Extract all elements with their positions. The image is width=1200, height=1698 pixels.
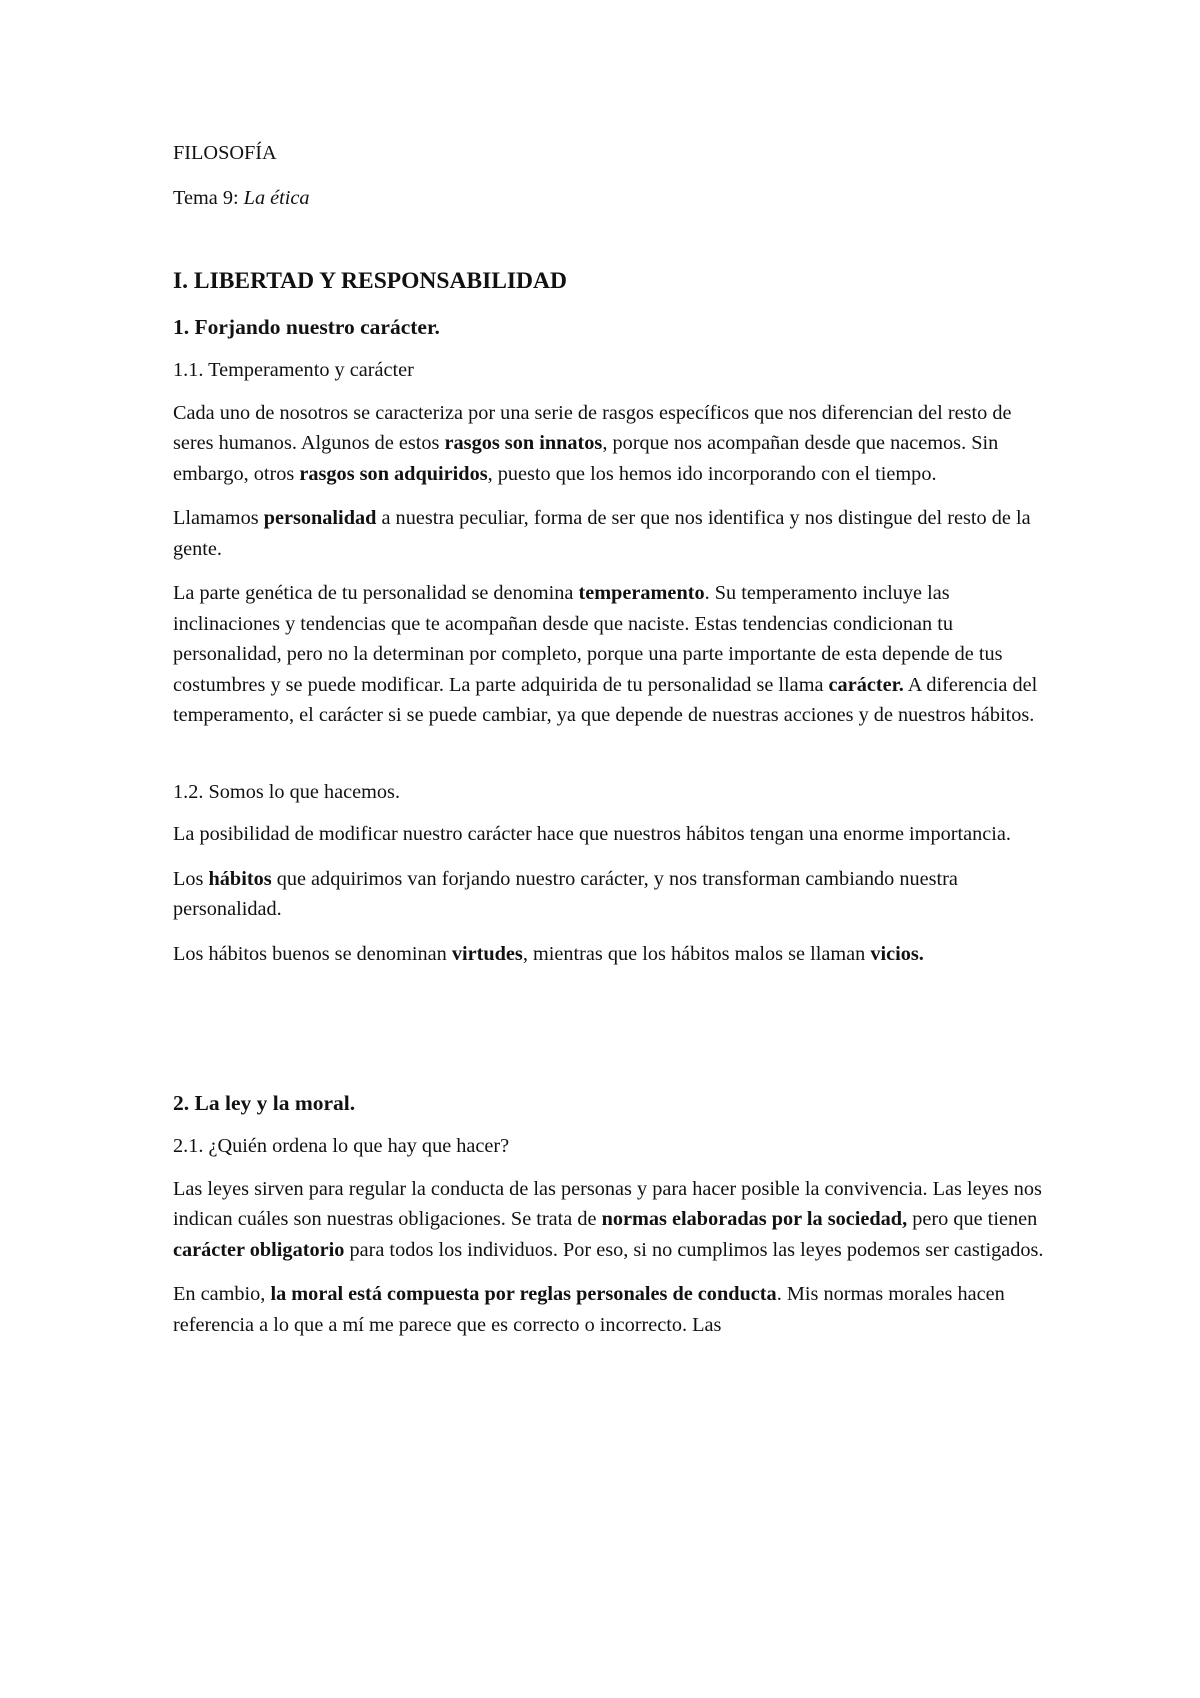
paragraph-rasgos — [173, 398, 1053, 490]
heading-forjando: 1. Forjando nuestro carácter. — [173, 315, 440, 339]
text-run: . Mis normas morales hacen referencia a lo que a mí me parece que es correcto o incorrecto. Las — [173, 1283, 1005, 1336]
text-run: que adquirimos van forjando nuestro carácter, y nos transforman cambiando nuestra personalidad. — [173, 867, 958, 920]
bold-run: normas elaboradas por la sociedad, — [601, 1208, 908, 1230]
subheading-somos: 1.2. Somos lo que hacemos. — [173, 780, 401, 803]
text-run: a nuestra peculiar, forma de ser que nos identifica y nos distingue del resto de la gente. — [173, 507, 1031, 560]
bold-run: personalidad — [263, 507, 377, 529]
topic-title: La ética — [243, 186, 310, 209]
text-run: Las leyes sirven para regular la conducta de las personas y para hacer posible la convivencia. Las leyes nos indican cuáles son nuestras obligaciones. Se trata de — [173, 1177, 1042, 1230]
bold-run: vicios. — [870, 942, 924, 965]
paragraph-habitos — [173, 864, 1053, 925]
paragraph-virtudes — [173, 939, 1053, 970]
topic-prefix: Tema 9: — [173, 186, 244, 209]
paragraph-temperamento — [173, 578, 1053, 731]
subheading-temperamento: 1.1. Temperamento y carácter — [173, 359, 414, 381]
bold-run: virtudes — [451, 942, 523, 965]
subheading-quien-ordena: 2.1. ¿Quién ordena lo que hay que hacer? — [173, 1135, 510, 1157]
bold-run: carácter obligatorio — [173, 1238, 345, 1261]
text-run: A diferencia del temperamento, el carácter si se puede cambiar, ya que depende de nuestras acciones y de nuestros hábitos. — [173, 673, 1038, 726]
text-run: Cada uno de nosotros se caracteriza por una serie de rasgos específicos que nos diferencian del resto de seres humanos. Algunos de estos — [173, 401, 1012, 454]
bold-run: rasgos son innatos — [444, 432, 603, 454]
document-page — [173, 138, 1053, 1354]
bold-run: temperamento — [578, 582, 705, 604]
paragraph-posibilidad: La posibilidad de modificar nuestro carácter hace que nuestros hábitos tengan una enorme importancia. — [173, 823, 1011, 845]
paragraph-leyes — [173, 1174, 1053, 1266]
text-run: En cambio, — [173, 1283, 271, 1305]
text-run: Los hábitos buenos se denominan — [173, 942, 452, 965]
text-run: . Su temperamento incluye las inclinaciones y tendencias que te acompañan desde que naciste. Estas tendencias condicionan tu personalidad, pero no la determinan por completo, porque una parte importante de esta depende de tus costumbres y se puede modificar. La parte adquirida de tu personalidad se llama — [173, 582, 1003, 696]
text-run: pero que tienen — [907, 1208, 1038, 1230]
text-run: para todos los individuos. Por eso, si no cumplimos las leyes podemos ser castigados. — [344, 1238, 1044, 1261]
text-run: , mientras que los hábitos malos se llaman — [522, 942, 871, 965]
bold-run: hábitos — [208, 867, 272, 890]
bold-run: rasgos son adquiridos — [299, 462, 488, 485]
subject-label: FILOSOFÍA — [173, 142, 277, 164]
paragraph-moral — [173, 1279, 1053, 1340]
heading-ley-moral: 2. La ley y la moral. — [173, 1091, 356, 1115]
text-run: La parte genética de tu personalidad se denomina — [173, 582, 579, 604]
topic-line — [173, 183, 1053, 214]
section-title: I. LIBERTAD Y RESPONSABILIDAD — [173, 268, 567, 294]
text-run: , puesto que los hemos ido incorporando con el tiempo. — [487, 462, 937, 485]
bold-run: carácter. — [828, 673, 904, 696]
bold-run: la moral está compuesta por reglas personales de conducta — [270, 1283, 777, 1305]
text-run: Los — [173, 867, 209, 890]
text-run: Llamamos — [173, 507, 264, 529]
paragraph-personalidad — [173, 503, 1053, 564]
text-run: , porque nos acompañan desde que nacemos. Sin embargo, otros — [173, 432, 999, 485]
